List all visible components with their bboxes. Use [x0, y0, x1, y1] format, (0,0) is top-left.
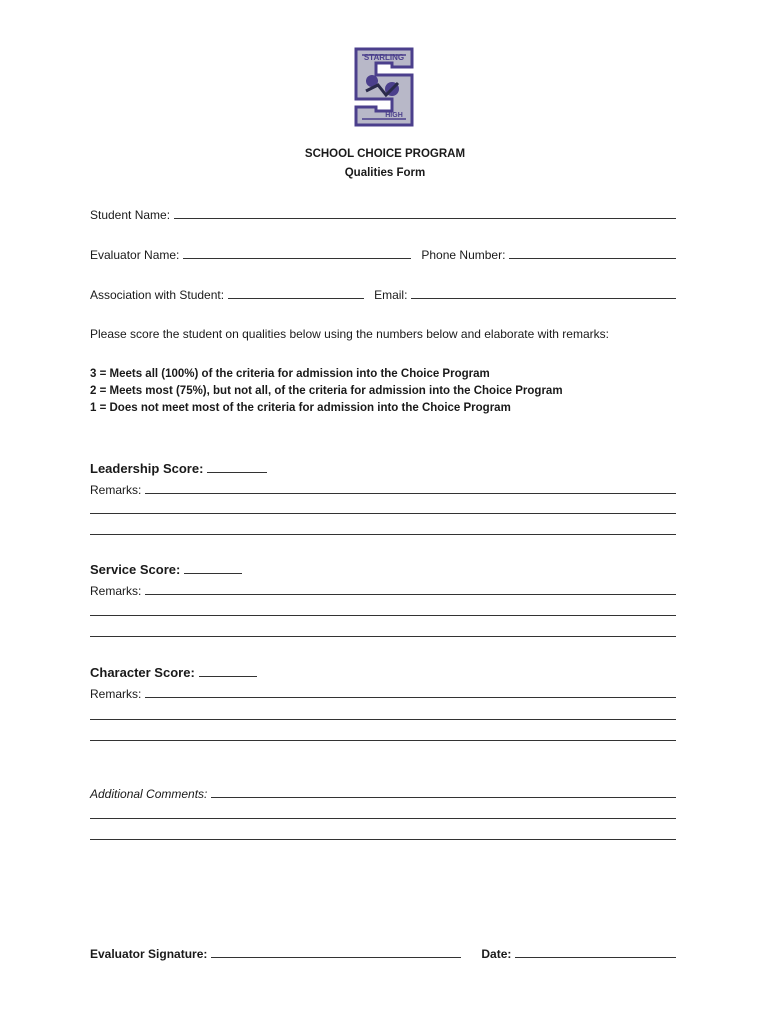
school-logo — [348, 45, 420, 129]
instructions: Please score the student on qualities below using the numbers below and elaborate with remarks: — [90, 327, 609, 341]
character-score-label: Character Score: — [90, 665, 195, 680]
criteria-list — [90, 366, 563, 417]
phone-number-field[interactable] — [509, 258, 676, 259]
character-score-field[interactable] — [199, 676, 257, 677]
email-label: Email: — [374, 288, 408, 302]
service-remarks-line[interactable] — [90, 636, 676, 637]
service-remarks-line[interactable] — [90, 615, 676, 616]
leadership-remarks-field[interactable] — [145, 493, 676, 494]
association-field[interactable] — [228, 298, 364, 299]
service-remarks-row — [90, 582, 676, 598]
signature-row — [90, 945, 676, 961]
leadership-remarks-row — [90, 481, 676, 497]
logo-text-bottom: HIGH — [385, 112, 403, 119]
evaluator-name-label: Evaluator Name: — [90, 248, 180, 262]
criteria-item: 3 = Meets all (100%) of the criteria for admission into the Choice Program — [90, 368, 490, 380]
character-remarks-field[interactable] — [145, 697, 676, 698]
character-remarks-row — [90, 685, 676, 701]
phone-number-label: Phone Number: — [421, 248, 506, 262]
date-label: Date: — [481, 947, 512, 961]
criteria-item: 2 = Meets most (75%), but not all, of the criteria for admission into the Choice Program — [90, 385, 563, 397]
student-name-row — [90, 206, 676, 222]
signature-field[interactable] — [211, 957, 461, 958]
leadership-score-field[interactable] — [207, 472, 267, 473]
student-name-label: Student Name: — [90, 208, 171, 222]
leadership-score-label: Leadership Score: — [90, 461, 204, 476]
character-score-row — [90, 662, 257, 680]
service-remarks-field[interactable] — [145, 594, 676, 595]
service-remarks-label: Remarks: — [90, 584, 142, 598]
additional-comments-label: Additional Comments: — [90, 787, 208, 801]
logo-text-top: STARLING — [363, 53, 405, 62]
additional-comments-row — [90, 785, 676, 801]
evaluator-row — [90, 246, 676, 262]
email-field[interactable] — [411, 298, 676, 299]
leadership-remarks-line[interactable] — [90, 513, 676, 514]
evaluator-name-field[interactable] — [183, 258, 411, 259]
association-label: Association with Student: — [90, 288, 225, 302]
character-remarks-line[interactable] — [90, 740, 676, 741]
additional-comments-line[interactable] — [90, 839, 676, 840]
character-remarks-line[interactable] — [90, 719, 676, 720]
date-field[interactable] — [515, 957, 676, 958]
leadership-remarks-line[interactable] — [90, 534, 676, 535]
leadership-score-row — [90, 458, 267, 476]
service-score-field[interactable] — [184, 573, 242, 574]
signature-label: Evaluator Signature: — [90, 947, 208, 961]
form-subtitle: Qualities Form — [344, 167, 426, 179]
additional-comments-line[interactable] — [90, 818, 676, 819]
service-score-label: Service Score: — [90, 562, 181, 577]
form-title: SCHOOL CHOICE PROGRAM — [304, 148, 466, 160]
association-row — [90, 286, 676, 302]
service-score-row — [90, 559, 242, 577]
criteria-item: 1 = Does not meet most of the criteria for admission into the Choice Program — [90, 402, 511, 414]
character-remarks-label: Remarks: — [90, 687, 142, 701]
leadership-remarks-label: Remarks: — [90, 483, 142, 497]
additional-comments-field[interactable] — [211, 797, 676, 798]
student-name-field[interactable] — [174, 218, 676, 219]
